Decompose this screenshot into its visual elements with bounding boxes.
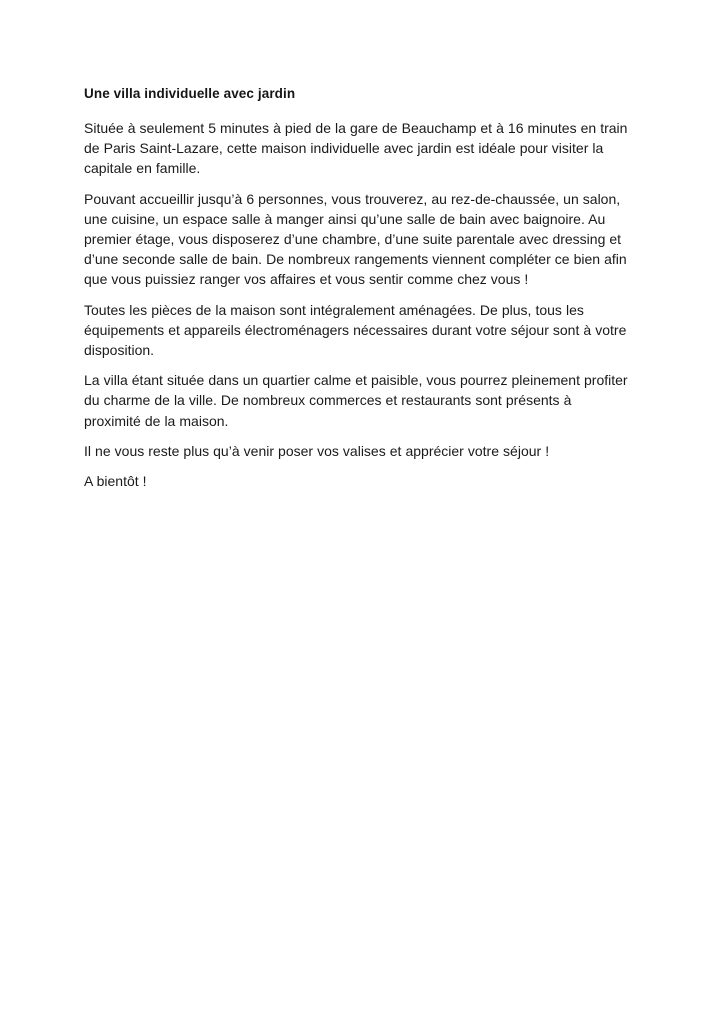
paragraph-signoff: A bientôt ! bbox=[84, 473, 147, 490]
paragraph-equipment: Toutes les pièces de la maison sont intégralement aménagées. De plus, tous les équipements et appareils électroménagers nécessaires durant votre séjour sont à votre disposition. bbox=[84, 301, 627, 359]
document-heading: Une villa individuelle avec jardin bbox=[84, 86, 296, 101]
document-body bbox=[84, 84, 632, 491]
paragraph-neighborhood: La villa étant située dans un quartier calme et paisible, vous pourrez pleinement profiter du charme de la ville. De nombreux commerces et restaurants sont présents à proximité de la maison. bbox=[84, 372, 628, 429]
paragraph-closing: Il ne vous reste plus qu’à venir poser vos valises et apprécier votre séjour ! bbox=[84, 442, 550, 459]
paragraph-intro: Située à seulement 5 minutes à pied de la gare de Beauchamp et à 16 minutes en train de Paris Saint-Lazare, cette maison individuelle avec jardin est idéale pour visiter la capitale en famille. bbox=[84, 120, 628, 177]
paragraph-layout: Pouvant accueillir jusqu’à 6 personnes, vous trouverez, au rez-de-chaussée, un salon, une cuisine, un espace salle à manger ainsi qu’une salle de bain avec baignoire. Au premier étage, vous disposerez d’une chambre, d’une suite parentale avec dressing et d’une seconde salle de bain. De nombreux rangements viennent compléter ce bien afin que vous puissiez ranger vos affaires et vous sentir comme chez vous ! bbox=[84, 190, 627, 288]
